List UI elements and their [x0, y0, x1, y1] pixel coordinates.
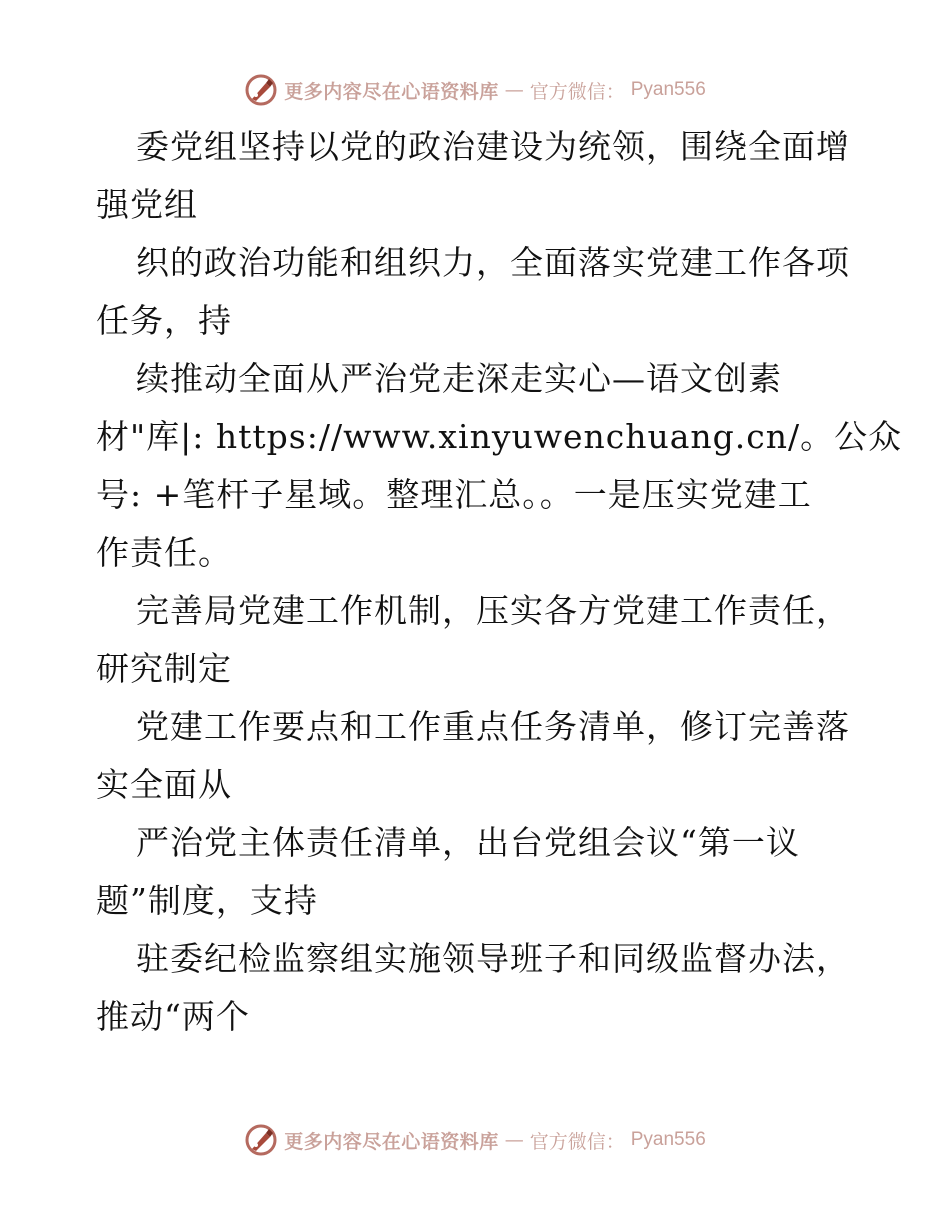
text-line: 任务，持	[96, 301, 232, 340]
text-line: 推动“两个	[96, 997, 250, 1036]
text-line: 续推动全面从严治党走深走实心—语文创素	[136, 359, 782, 398]
text-line: 号: +笔杆子星域。整理汇总。。一是压实党建工	[96, 475, 812, 514]
banner-dash: —	[504, 1129, 524, 1151]
banner-wechat-id: Pyan556	[630, 79, 706, 100]
pen-nib-logo-icon	[244, 1123, 278, 1157]
text-line: 作责任。	[96, 533, 232, 572]
text-line: 题”制度，支持	[96, 881, 318, 920]
text-line: 严治党主体责任清单，出台党组会议“第一议	[136, 823, 800, 862]
text-line: 强党组	[96, 185, 198, 224]
text-line: 党建工作要点和工作重点任务清单，修订完善落	[136, 707, 850, 746]
footer-banner	[0, 1120, 950, 1160]
text-line: 实全面从	[96, 765, 232, 804]
text-line: 完善局党建工作机制，压实各方党建工作责任，	[136, 591, 850, 630]
banner-wechat-id: Pyan556	[630, 1129, 706, 1150]
header-banner	[0, 70, 950, 110]
banner-brand-text: 更多内容尽在心语资料库	[284, 1130, 499, 1153]
banner-wechat-label: 官方微信：	[529, 1130, 625, 1153]
document-body	[96, 118, 903, 1046]
text-line: 材"库|: https://www.xinyuwenchuang.cn/。公众	[96, 417, 903, 456]
pen-nib-logo-icon	[244, 73, 278, 107]
banner-brand-text: 更多内容尽在心语资料库	[284, 80, 499, 103]
text-line: 研究制定	[96, 649, 232, 688]
banner-wechat-label: 官方微信：	[529, 80, 625, 103]
text-line: 委党组坚持以党的政治建设为统领，围绕全面增	[136, 127, 850, 166]
banner-dash: —	[504, 79, 524, 101]
text-line: 驻委纪检监察组实施领导班子和同级监督办法，	[136, 939, 850, 978]
text-line: 织的政治功能和组织力，全面落实党建工作各项	[136, 243, 850, 282]
